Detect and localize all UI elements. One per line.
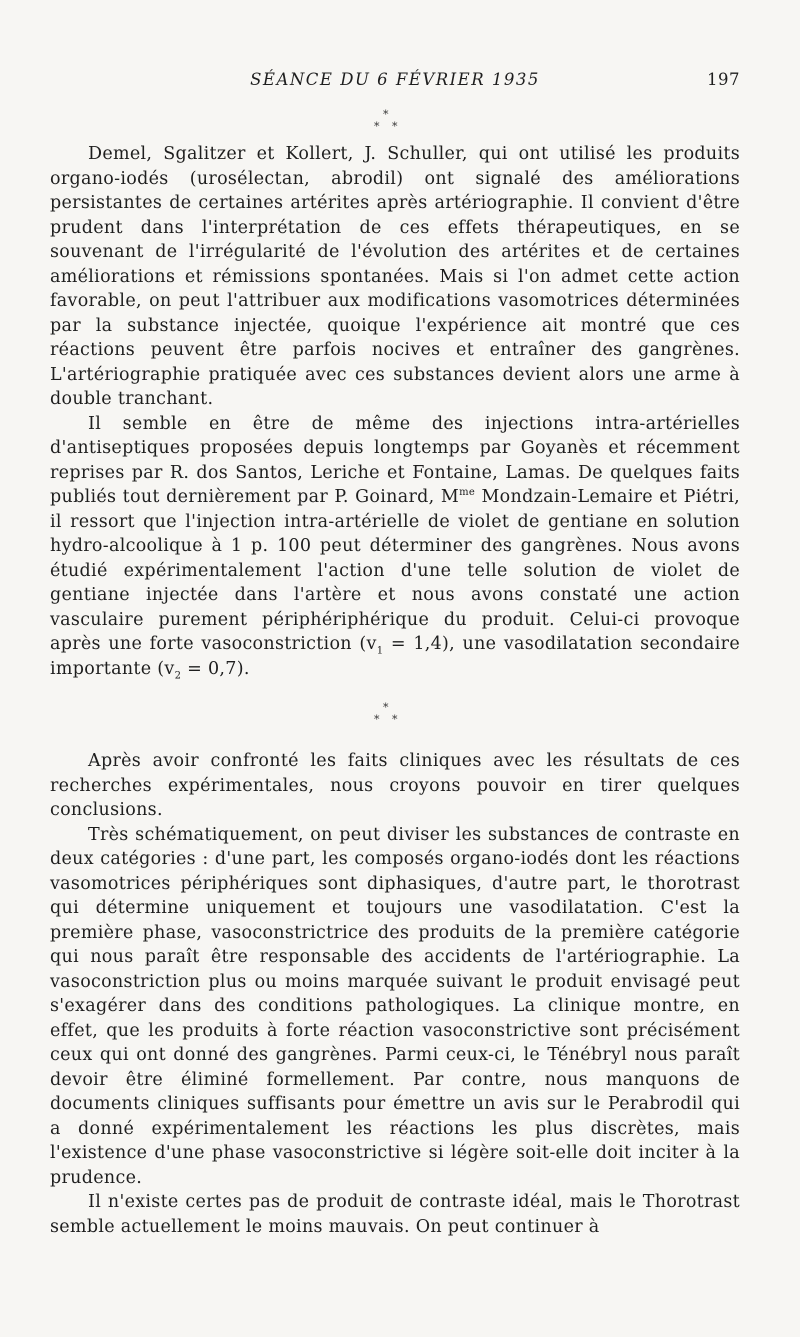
- page-number: 197: [707, 70, 740, 89]
- asterisk-glyph: *: [392, 120, 398, 133]
- running-title: SÉANCE DU 6 FÉVRIER 1935: [250, 70, 540, 89]
- asterisk-glyph: *: [374, 120, 380, 133]
- paragraph-5: Il n'existe certes pas de produit de contraste idéal, mais le Thorotrast semble actuellement le moins mauvais. On peut continuer à: [50, 1192, 740, 1237]
- paragraph-2-part-a: Il semble en être de même des injections intra-artérielles d'antiseptiques proposées depuis longtemps par Goyanès et récemment reprises par R. dos Santos, Leriche et Fontaine, Lamas. De quelques faits publiés tout dernièrement par P. Goinard, M: [50, 413, 740, 507]
- asterisk-glyph: *: [383, 108, 389, 121]
- document-page: [50, 70, 740, 1239]
- paragraph-2-part-c: = 1,4), une vasodilatation secondaire importante (v: [50, 634, 741, 679]
- running-header: [50, 70, 740, 100]
- asterisk-glyph: *: [383, 701, 389, 714]
- section-separator-middle: [50, 691, 740, 749]
- paragraph-2-part-b: Mondzain-Lemaire et Piétri, il ressort que l'injection intra-artérielle de violet de gentiane en solution hydro-alcoolique à 1 p. 100 peut déterminer des gangrènes. Nous avons étudié expérimentalement l'action d'une telle solution de violet de gentiane injectée dans l'artère et nous avons constaté une action vasculaire purement périphériphérique du produit. Celui-ci provoque après une forte vasoconstriction (v: [50, 487, 741, 654]
- paragraph-1: Demel, Sgalitzer et Kollert, J. Schuller, qui ont utilisé les produits organo-iodés (urosélectan, abrodil) ont signalé des améliorations persistantes de certaines artérites après artériographie. Il convient d'être prudent dans l'interprétation de ces effets thérapeutiques, en se souvenant de l'irrégularité de l'évolution des artérites et de certaines améliorations et rémissions spontanées. Mais si l'on admet cette action favorable, on peut l'attribuer aux modifications vasomotrices déterminées par la substance injectée, quoique l'expérience ait montré que ces réactions peuvent être parfois nocives et entraîner des gangrènes. L'artériographie pratiquée avec ces substances devient alors une arme à double tranchant.: [50, 144, 740, 409]
- superscript-me: me: [459, 487, 476, 499]
- paragraph-3: Après avoir confronté les faits cliniques avec les résultats de ces recherches expérimentales, nous croyons pouvoir en tirer quelques conclusions.: [50, 751, 740, 820]
- subscript-1: 1: [376, 645, 384, 657]
- asterisk-glyph: *: [392, 713, 398, 726]
- paragraph-2-part-d: = 0,7).: [181, 658, 250, 679]
- paragraph-2: [50, 412, 740, 682]
- section-separator-top: [50, 100, 740, 142]
- paragraph-4: Très schématiquement, on peut diviser les substances de contraste en deux catégories : d'une part, les composés organo-iodés dont les réactions vasomotrices périphériques sont diphasiques, d'autre part, le thorotrast qui détermine uniquement et toujours une vasodilatation. C'est la première phase, vasoconstrictrice des produits de la première catégorie qui nous paraît être responsable des accidents de l'artériographie. La vasoconstriction plus ou moins marquée suivant le produit envisagé peut s'exagérer dans des conditions pathologiques. La clinique montre, en effet, que les produits à forte réaction vasoconstrictive sont précisément ceux qui ont donné des gangrènes. Parmi ceux-ci, le Ténébryl nous paraît devoir être éliminé formellement. Par contre, nous manquons de documents cliniques suffisants pour émettre un avis sur le Perabrodil qui a donné expérimentalement les réactions les plus discrètes, mais l'existence d'une phase vasoconstrictive si légère soit-elle doit inciter à la prudence.: [50, 824, 740, 1188]
- asterisk-glyph: *: [374, 713, 380, 726]
- subscript-2: 2: [174, 670, 182, 681]
